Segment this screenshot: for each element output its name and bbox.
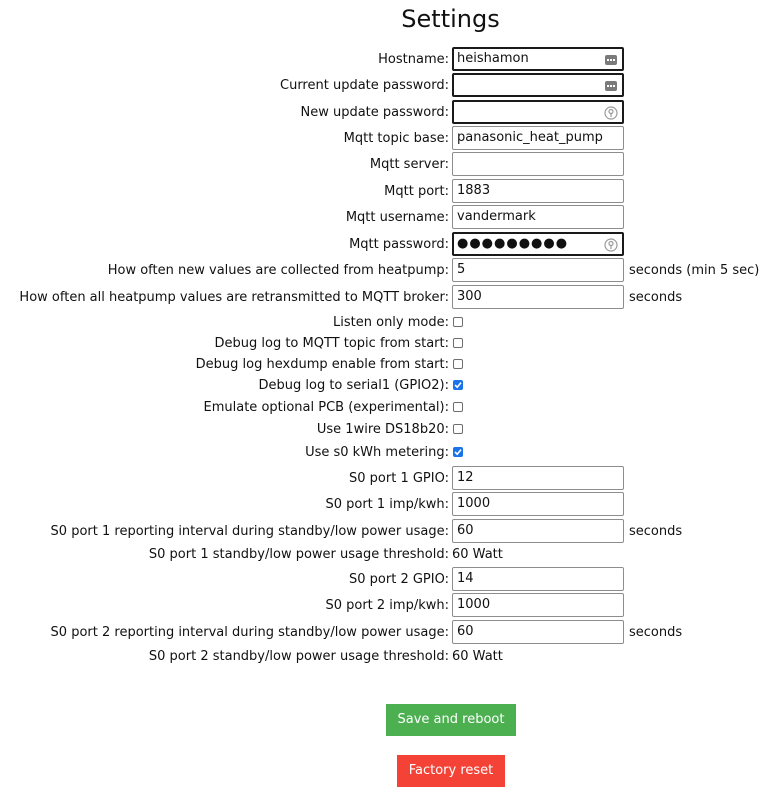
mqtt-server-input[interactable] — [452, 152, 624, 176]
debug-hexdump-checkbox[interactable] — [453, 359, 463, 369]
row-s0-port2-interval — [0, 620, 765, 646]
retransmit-interval-input[interactable] — [452, 285, 624, 309]
row-s0-port1-gpio — [0, 466, 765, 492]
s0-port1-interval-label: S0 port 1 reporting interval during standby/low power usage: — [50, 524, 449, 539]
s0-port1-imp-input[interactable] — [452, 492, 624, 516]
s0-port2-gpio-label: S0 port 2 GPIO: — [349, 572, 449, 587]
mqtt-topic-base-label: Mqtt topic base: — [343, 131, 449, 146]
mqtt-port-value: 1883 — [457, 183, 491, 198]
s0-port2-interval-input[interactable] — [452, 620, 624, 644]
s0-port2-interval-label: S0 port 2 reporting interval during standby/low power usage: — [50, 625, 449, 640]
s0-port1-imp-label: S0 port 1 imp/kwh: — [325, 497, 449, 512]
emulate-pcb-checkbox[interactable] — [453, 402, 463, 412]
debug-mqtt-checkbox[interactable] — [453, 338, 463, 348]
current-update-password-label: Current update password: — [280, 78, 449, 93]
hostname-input[interactable] — [452, 47, 624, 71]
s0-metering-label: Use s0 kWh metering: — [305, 445, 449, 460]
row-mqtt-topic-base — [0, 126, 765, 152]
mqtt-username-label: Mqtt username: — [345, 210, 449, 225]
row-collect-interval — [0, 258, 765, 284]
key-icon[interactable] — [604, 106, 618, 120]
s0-port1-threshold-value: 60 Watt — [452, 547, 503, 562]
row-mqtt-server — [0, 152, 765, 178]
row-new-update-password — [0, 100, 765, 126]
debug-hexdump-label: Debug log hexdump enable from start: — [195, 357, 449, 372]
s0-port1-threshold-label: S0 port 1 standby/low power usage threshold: — [148, 547, 449, 562]
s0-port2-imp-value: 1000 — [457, 597, 491, 612]
debug-serial1-checkbox[interactable] — [453, 380, 463, 390]
row-s0-port1-threshold — [0, 542, 765, 568]
factory-reset-button[interactable]: Factory reset — [397, 755, 505, 787]
s0-port2-interval-unit: seconds — [629, 625, 683, 640]
listen-only-checkbox[interactable] — [453, 317, 463, 327]
collect-interval-unit: seconds (min 5 sec) — [629, 263, 760, 278]
row-s0-port2-imp — [0, 593, 765, 619]
row-s0-metering — [0, 440, 765, 466]
s0-port2-threshold-value: 60 Watt — [452, 649, 503, 664]
row-hostname — [0, 47, 765, 73]
mqtt-password-value: ●●●●●●●●● — [457, 236, 569, 251]
mqtt-port-input[interactable] — [452, 179, 624, 203]
hostname-label: Hostname: — [378, 52, 449, 67]
current-update-password-input[interactable] — [452, 73, 624, 97]
retransmit-interval-value: 300 — [457, 289, 482, 304]
row-mqtt-password — [0, 232, 765, 258]
retransmit-interval-label: How often all heatpump values are retransmitted to MQTT broker: — [19, 290, 449, 305]
hostname-value: heishamon — [457, 51, 529, 66]
s0-port2-gpio-input[interactable] — [452, 567, 624, 591]
mqtt-username-input[interactable] — [452, 205, 624, 229]
mqtt-port-label: Mqtt port: — [384, 184, 449, 199]
key-icon[interactable] — [604, 238, 618, 252]
password-manager-icon[interactable] — [604, 53, 618, 67]
new-update-password-input[interactable] — [452, 100, 624, 124]
collect-interval-value: 5 — [457, 262, 466, 277]
s0-port2-imp-label: S0 port 2 imp/kwh: — [325, 598, 449, 613]
row-s0-port2-threshold — [0, 644, 765, 670]
debug-serial1-label: Debug log to serial1 (GPIO2): — [258, 378, 449, 393]
row-s0-port2-gpio — [0, 567, 765, 593]
s0-port1-gpio-input[interactable] — [452, 466, 624, 490]
debug-mqtt-label: Debug log to MQTT topic from start: — [214, 336, 449, 351]
save-and-reboot-button[interactable]: Save and reboot — [386, 704, 516, 736]
s0-port2-interval-value: 60 — [457, 624, 474, 639]
s0-port2-threshold-label: S0 port 2 standby/low power usage threshold: — [148, 649, 449, 664]
listen-only-label: Listen only mode: — [333, 315, 449, 330]
mqtt-username-value: vandermark — [457, 209, 536, 224]
row-mqtt-username — [0, 205, 765, 231]
mqtt-topic-base-input[interactable] — [452, 126, 624, 150]
row-mqtt-port — [0, 179, 765, 205]
mqtt-password-label: Mqtt password: — [349, 237, 449, 252]
onewire-label: Use 1wire DS18b20: — [316, 422, 449, 437]
page-title: Settings — [401, 5, 500, 33]
row-retransmit-interval — [0, 285, 765, 311]
s0-metering-checkbox[interactable] — [453, 447, 463, 457]
mqtt-server-label: Mqtt server: — [369, 157, 449, 172]
s0-port1-interval-input[interactable] — [452, 519, 624, 543]
row-current-update-password — [0, 73, 765, 99]
collect-interval-label: How often new values are collected from heatpump: — [107, 263, 449, 278]
emulate-pcb-label: Emulate optional PCB (experimental): — [203, 400, 449, 415]
s0-port1-imp-value: 1000 — [457, 496, 491, 511]
s0-port1-gpio-label: S0 port 1 GPIO: — [349, 471, 449, 486]
s0-port2-imp-input[interactable] — [452, 593, 624, 617]
s0-port2-gpio-value: 14 — [457, 571, 474, 586]
collect-interval-input[interactable] — [452, 258, 624, 282]
s0-port1-interval-value: 60 — [457, 523, 474, 538]
onewire-checkbox[interactable] — [453, 424, 463, 434]
mqtt-password-input[interactable] — [452, 232, 624, 256]
s0-port1-gpio-value: 12 — [457, 470, 474, 485]
retransmit-interval-unit: seconds — [629, 290, 683, 305]
password-manager-icon[interactable] — [604, 79, 618, 93]
mqtt-topic-base-value: panasonic_heat_pump — [457, 130, 603, 145]
new-update-password-label: New update password: — [300, 105, 449, 120]
s0-port1-interval-unit: seconds — [629, 524, 683, 539]
row-s0-port1-imp — [0, 492, 765, 518]
